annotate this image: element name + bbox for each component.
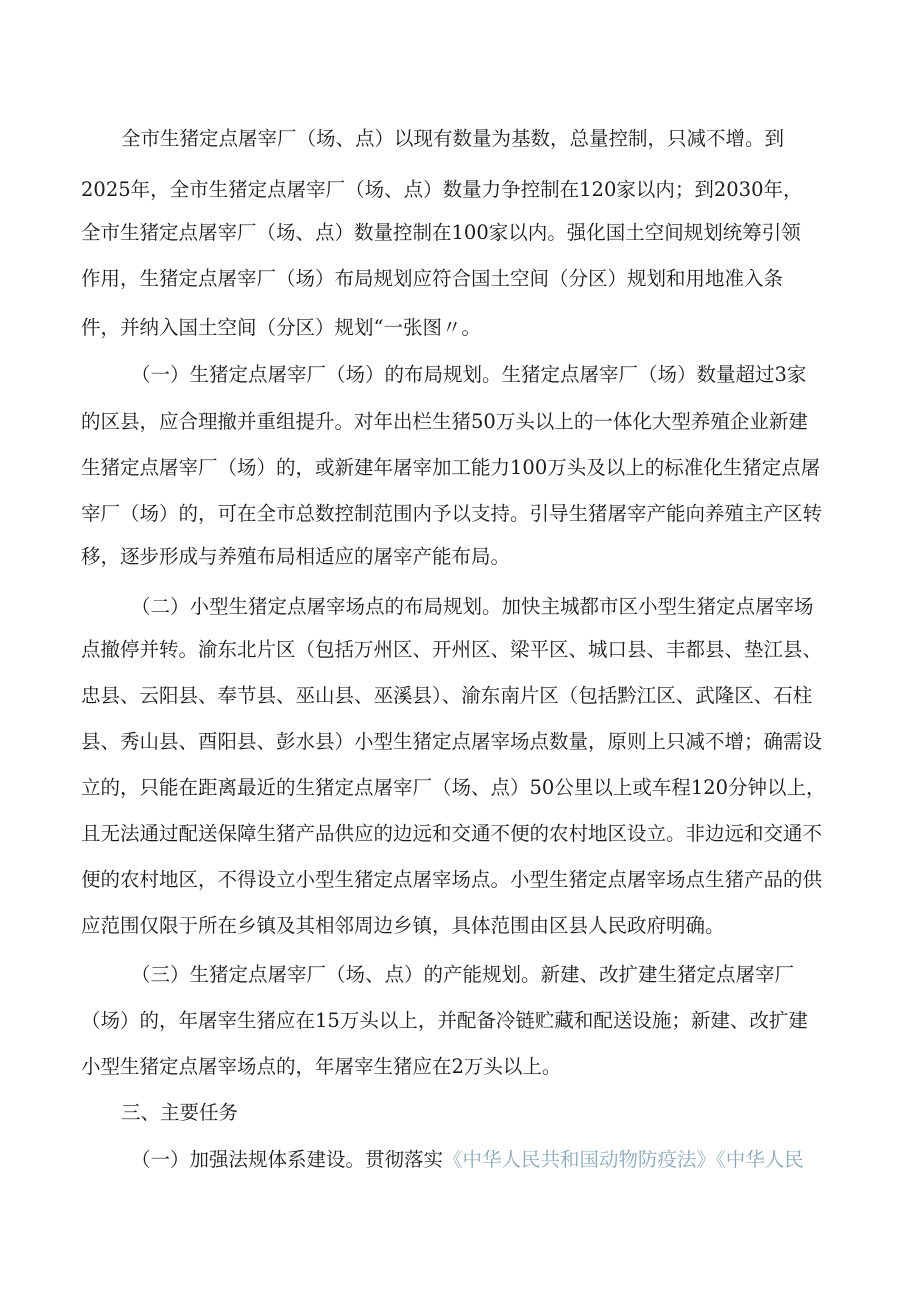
law-link[interactable]: 《中华人民	[716, 1148, 804, 1171]
text-line: 作用，生猪定点屠宰厂（场）布局规划应符合国土空间（分区）规划和用地准入条	[81, 267, 784, 290]
text-line: 移，逐步形成与养殖布局相适应的屠宰产能布局。	[81, 545, 511, 568]
text-line: 的区县，应合理撤并重组提升。对年出栏生猪50万头以上的一体化大型养殖企业新建	[81, 410, 808, 433]
text-line: 宰厂（场）的，可在全市总数控制范围内予以支持。引导生猪屠宰产能向养殖主产区转	[81, 502, 823, 525]
text-line: 全市生猪定点屠宰厂（场、点）以现有数量为基数，总量控制，只减不增。到	[121, 127, 785, 150]
text-line: 且无法通过配送保障生猪产品供应的边远和交通不便的农村地区设立。非边远和交通不	[81, 822, 823, 845]
text-line: （场）的，年屠宰生猪应在15万头以上，并配备冷链贮藏和配送设施；新建、改扩建	[81, 1009, 808, 1032]
text-line: 县、秀山县、酉阳县、彭水县）小型生猪定点屠宰场点数量，原则上只减不增；确需设	[81, 730, 823, 753]
text-line: 2025年，全市生猪定点屠宰厂（场、点）数量力争控制在120家以内；到2030年，	[81, 178, 803, 201]
text-line: 生猪定点屠宰厂（场）的，或新建年屠宰加工能力100万头及以上的标准化生猪定点屠	[81, 456, 821, 479]
section-heading: 三、主要任务	[121, 1101, 239, 1124]
text-line: 便的农村地区，不得设立小型生猪定点屠宰场点。小型生猪定点屠宰场点生猪产品的供	[81, 868, 823, 891]
text-line: 点撤停并转。渝东北片区（包括万州区、开州区、梁平区、城口县、丰都县、垫江县、	[81, 638, 823, 661]
law-link[interactable]: 《中华人民共和国动物防疫法》	[443, 1148, 717, 1171]
text-line: 全市生猪定点屠宰厂（场、点）数量控制在100家以内。强化国土空间规划统筹引领	[81, 221, 801, 244]
text-line: （二）小型生猪定点屠宰场点的布局规划。加快主城都市区小型生猪定点屠宰场	[131, 595, 814, 618]
text-line: 忠县、云阳县、奉节县、巫山县、巫溪县）、渝东南片区（包括黔江区、武隆区、石柱	[81, 684, 813, 707]
text-line: 应范围仅限于所在乡镇及其相邻周边乡镇，具体范围由区县人民政府明确。	[81, 914, 725, 937]
text-line: （一）生猪定点屠宰厂（场）的布局规划。生猪定点屠宰厂（场）数量超过3家	[131, 363, 807, 386]
text-line: 立的，只能在距离最近的生猪定点屠宰厂（场、点）50公里以上或车程120分钟以上，	[81, 776, 826, 799]
text-line-with-links	[131, 1148, 804, 1172]
text-line: 件，并纳入国土空间（分区）规划“一张图〃。	[81, 316, 481, 339]
text-segment: （一）加强法规体系建设。贯彻落实	[131, 1148, 444, 1171]
text-line: 小型生猪定点屠宰场点的，年屠宰生猪应在2万头以上。	[81, 1055, 562, 1078]
text-line: （三）生猪定点屠宰厂（场、点）的产能规划。新建、改扩建生猪定点屠宰厂	[131, 963, 795, 986]
